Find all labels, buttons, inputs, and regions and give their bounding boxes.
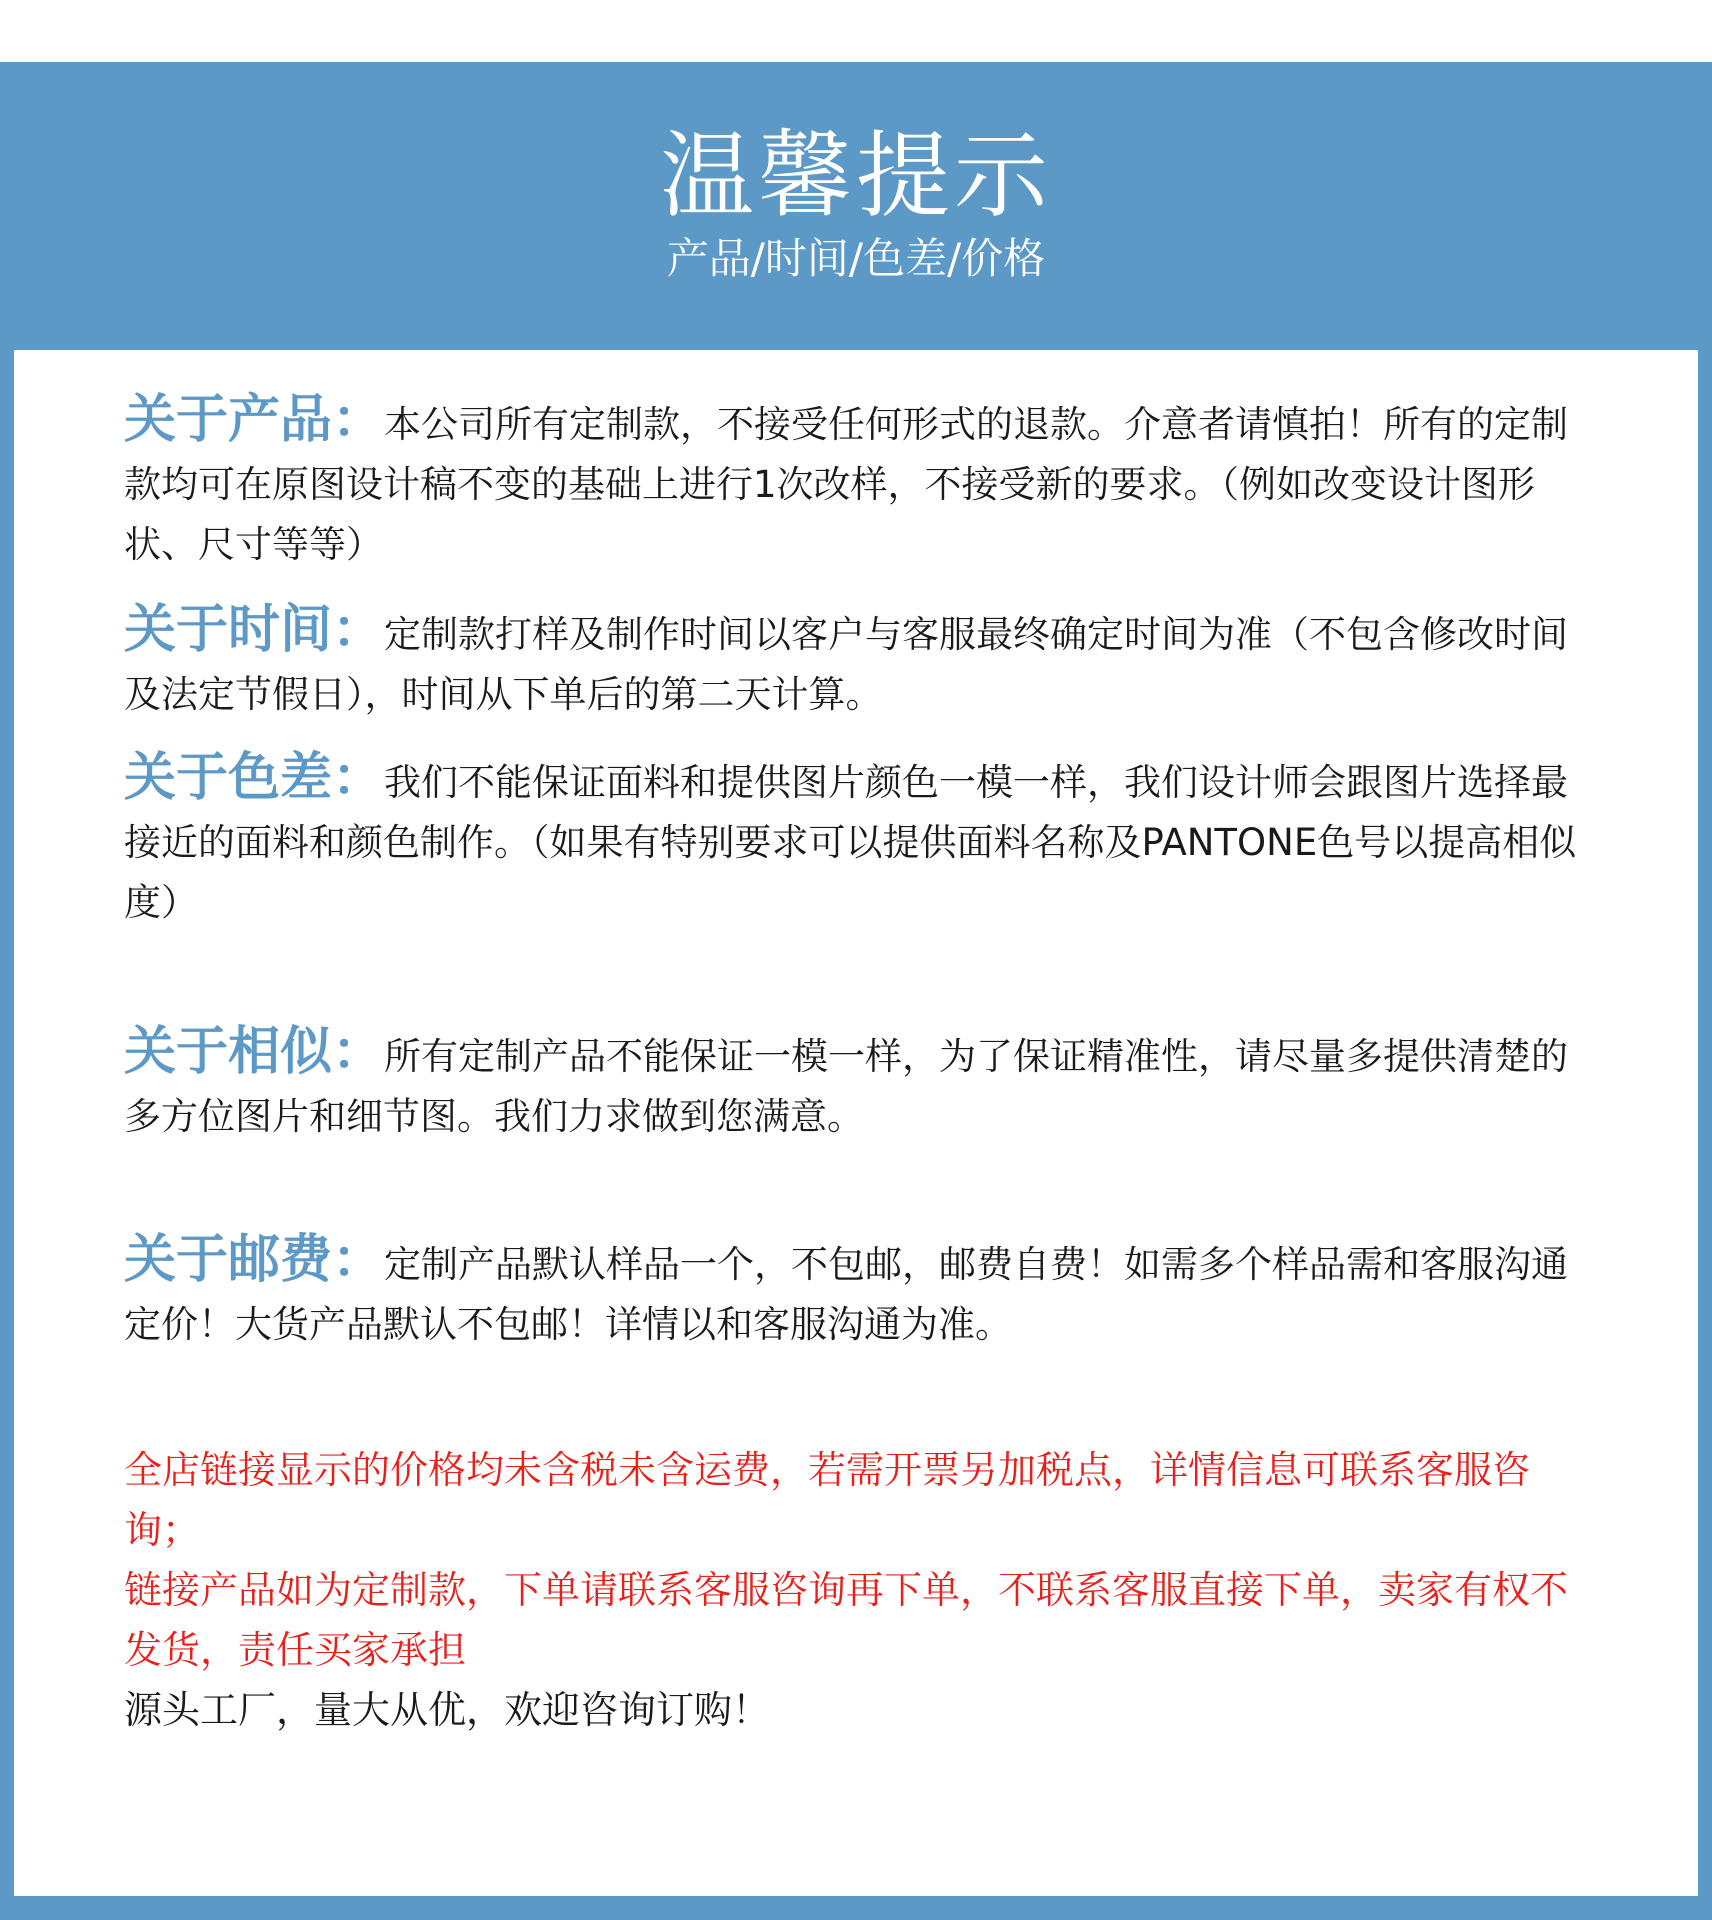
section-text: 定制产品默认样品一个，不包邮，邮费自费！如需多个样品需和客服沟通定价！大货产品默认不包邮！详情以和客服沟通为准。: [124, 1243, 1569, 1346]
section-time: [124, 600, 1604, 725]
section-text: 所有定制产品不能保证一模一样，为了保证精准性，请尽量多提供清楚的多方位图片和细节图。我们力求做到您满意。: [124, 1035, 1569, 1138]
section-text: 定制款打样及制作时间以客户与客服最终确定时间为准（不包含修改时间及法定节假日），时间从下单后的第二天计算。: [124, 613, 1569, 716]
page-frame: [0, 62, 1712, 1920]
page-subtitle: 产品/时间/色差/价格: [666, 234, 1046, 283]
page-title: 温馨提示: [659, 122, 1052, 231]
section-similarity: [124, 1022, 1604, 1147]
header-banner: [0, 62, 1712, 350]
factory-notice: 源头工厂，量大从优，欢迎咨询订购！: [124, 1688, 771, 1732]
order-notice: 链接产品如为定制款，下单请联系客服咨询再下单，不联系客服直接下单，卖家有权不发货，责任买家承担: [124, 1568, 1569, 1672]
section-label: 关于产品：: [124, 390, 385, 450]
section-product: [124, 390, 1604, 575]
section-label: 关于相似：: [124, 1022, 385, 1082]
section-shipping: [124, 1230, 1604, 1355]
section-text: 本公司所有定制款，不接受任何形式的退款。介意者请慎拍！所有的定制款均可在原图设计稿不变的基础上进行1次改样，不接受新的要求。（例如改变设计图形状、尺寸等等）: [124, 403, 1569, 566]
section-label: 关于色差：: [124, 748, 385, 808]
section-text: 我们不能保证面料和提供图片颜色一模一样，我们设计师会跟图片选择最接近的面料和颜色制作。（如果有特别要求可以提供面料名称及PANTONE色号以提高相似度）: [124, 761, 1577, 924]
section-color: [124, 748, 1604, 933]
price-notice: 全店链接显示的价格均未含税未含运费，若需开票另加税点，详情信息可联系客服咨询；: [124, 1448, 1531, 1552]
section-label: 关于时间：: [124, 600, 385, 660]
section-label: 关于邮费：: [124, 1230, 385, 1290]
content-panel: [14, 350, 1698, 1896]
